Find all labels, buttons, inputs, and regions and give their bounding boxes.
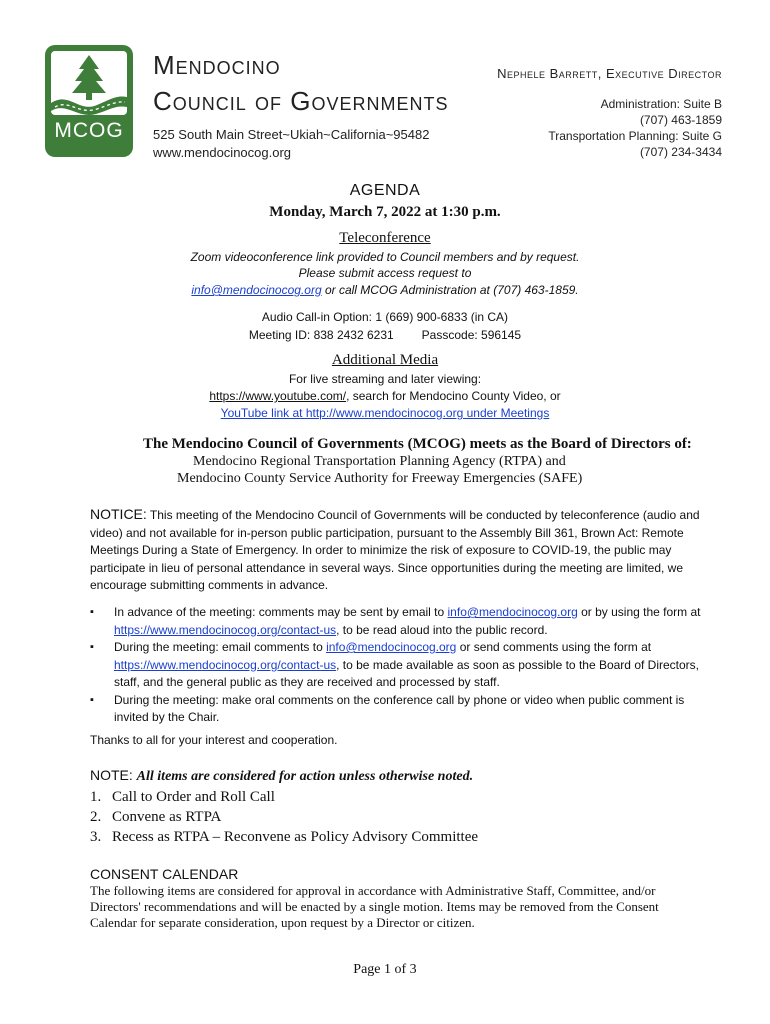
agenda-title: AGENDA [349,182,421,199]
comment-options-list [90,604,715,727]
meeting-id: Meeting ID: 838 2432 6231 [248,328,394,342]
consent-text: The following items are considered for approval in accordance with Administrative Staff, Committee, and/or Directors' recommendations and will be enacted by a single motion. Items may be removed from the Consent Calendar for separate consideration, upon request by a Director or citizen. [90,883,659,930]
note-text: All items are considered for action unless otherwise noted. [136,769,474,784]
notice-paragraph [90,506,702,595]
youtube-meetings-link[interactable]: YouTube link at http://www.mendocinocog.org under Meetings [220,406,550,420]
item-text: Recess as RTPA – Reconvene as Policy Advisory Committee [112,829,479,845]
zoom-email-link[interactable]: info@mendocinocog.org [191,283,322,297]
bullet-text: During the meeting: email comments to [114,640,327,654]
media-line2 [0,389,770,403]
meeting-credentials [0,328,770,342]
bullet-text: , to be made available as soon as possible to the Board of Directors, staff, and the general public as they are received and processed by staff. [114,657,699,689]
tree-road-icon [51,51,127,115]
list-item [90,807,478,827]
media-line1: For live streaming and later viewing: [288,372,482,386]
notice-text: This meeting of the Mendocino Council of Governments will be conducted by teleconference (audio and video) and not available for in-person public participation, pursuant to the Assembly Bill 361, Brown Act: Remote Meetings During a State of Emergency. In order to minimize the risk of exposure to COVID-19, the public may participate in lieu of personal attendance in several ways. Since opportunities during the meeting are limited, we encourage submitting comments in advance. [90,508,700,592]
item-text: Convene as RTPA [112,809,222,825]
contact-admin: Administration: Suite B [600,97,722,111]
zoom-info-line3 [0,283,770,297]
list-item [90,787,478,807]
contact-planning: Transportation Planning: Suite G [548,129,722,143]
meeting-date: Monday, March 7, 2022 at 1:30 p.m. [269,204,501,220]
contact-admin-phone: (707) 463-1859 [639,113,722,127]
item-number: 2. [90,809,102,825]
item-number: 3. [90,829,102,845]
bullet-text: or by using the form at [577,605,701,619]
page-number: Page 1 of 3 [353,962,417,977]
bullet-text: During the meeting: make oral comments on the conference call by phone or video when public comment is invited by the Chair. [114,692,685,724]
consent-heading: CONSENT CALENDAR [90,866,239,882]
media-line2-rest: , search for Mendocino County Video, or [346,389,561,403]
youtube-link[interactable]: https://www.youtube.com/ [209,389,347,403]
thanks-line: Thanks to all for your interest and cooperation. [90,733,338,747]
org-website: www.mendocinocog.org [153,145,292,160]
bullet-text: , to be read aloud into the public record. [336,622,548,637]
media-line3 [0,406,770,420]
agenda-items-list [90,787,478,847]
contact-us-link[interactable]: https://www.mendocinocog.org/contact-us [114,657,337,672]
passcode: Passcode: 596145 [421,328,522,342]
org-title-line2: Council of Governments [153,86,449,116]
email-link[interactable]: info@mendocinocog.org [326,640,457,654]
bullet-text: In advance of the meeting: comments may be sent by email to [114,605,448,619]
zoom-info-rest: or call MCOG Administration at (707) 463-1859. [321,283,579,297]
logo-text: MCOG [54,119,124,142]
mcog-logo [45,45,133,157]
note-label: NOTE: [90,767,133,783]
zoom-info-line1: Zoom videoconference link provided to Council members and by request. [190,250,580,264]
notice-label: NOTICE: [90,506,147,522]
list-item [90,639,715,692]
board-rtpa: Mendocino Regional Transportation Planning Agency (RTPA) and [193,454,566,469]
item-number: 1. [90,789,102,805]
list-item [90,692,715,727]
org-address: 525 South Main Street~Ukiah~California~95482 [153,127,430,142]
item-text: Call to Order and Roll Call [112,789,275,805]
board-safe: Mendocino County Service Authority for Freeway Emergencies (SAFE) [177,471,583,486]
org-title-line1: Mendocino [153,50,281,80]
executive-director: Nephele Barrett, Executive Director [497,66,722,81]
audio-callin: Audio Call-in Option: 1 (669) 900-6833 (in CA) [261,310,509,324]
list-item [90,827,478,847]
note-line [90,767,473,785]
teleconference-heading: Teleconference [339,230,431,246]
list-item [90,604,715,639]
bullet-text: or send comments using the form at [456,640,652,654]
contact-planning-phone: (707) 234-3434 [639,145,722,159]
board-statement: The Mendocino Council of Governments (MCOG) meets as the Board of Directors of: [143,436,692,452]
zoom-info-line2: Please submit access request to [298,266,472,280]
contact-us-link[interactable]: https://www.mendocinocog.org/contact-us [114,622,337,637]
additional-media-heading: Additional Media [331,352,439,368]
email-link[interactable]: info@mendocinocog.org [447,605,578,619]
